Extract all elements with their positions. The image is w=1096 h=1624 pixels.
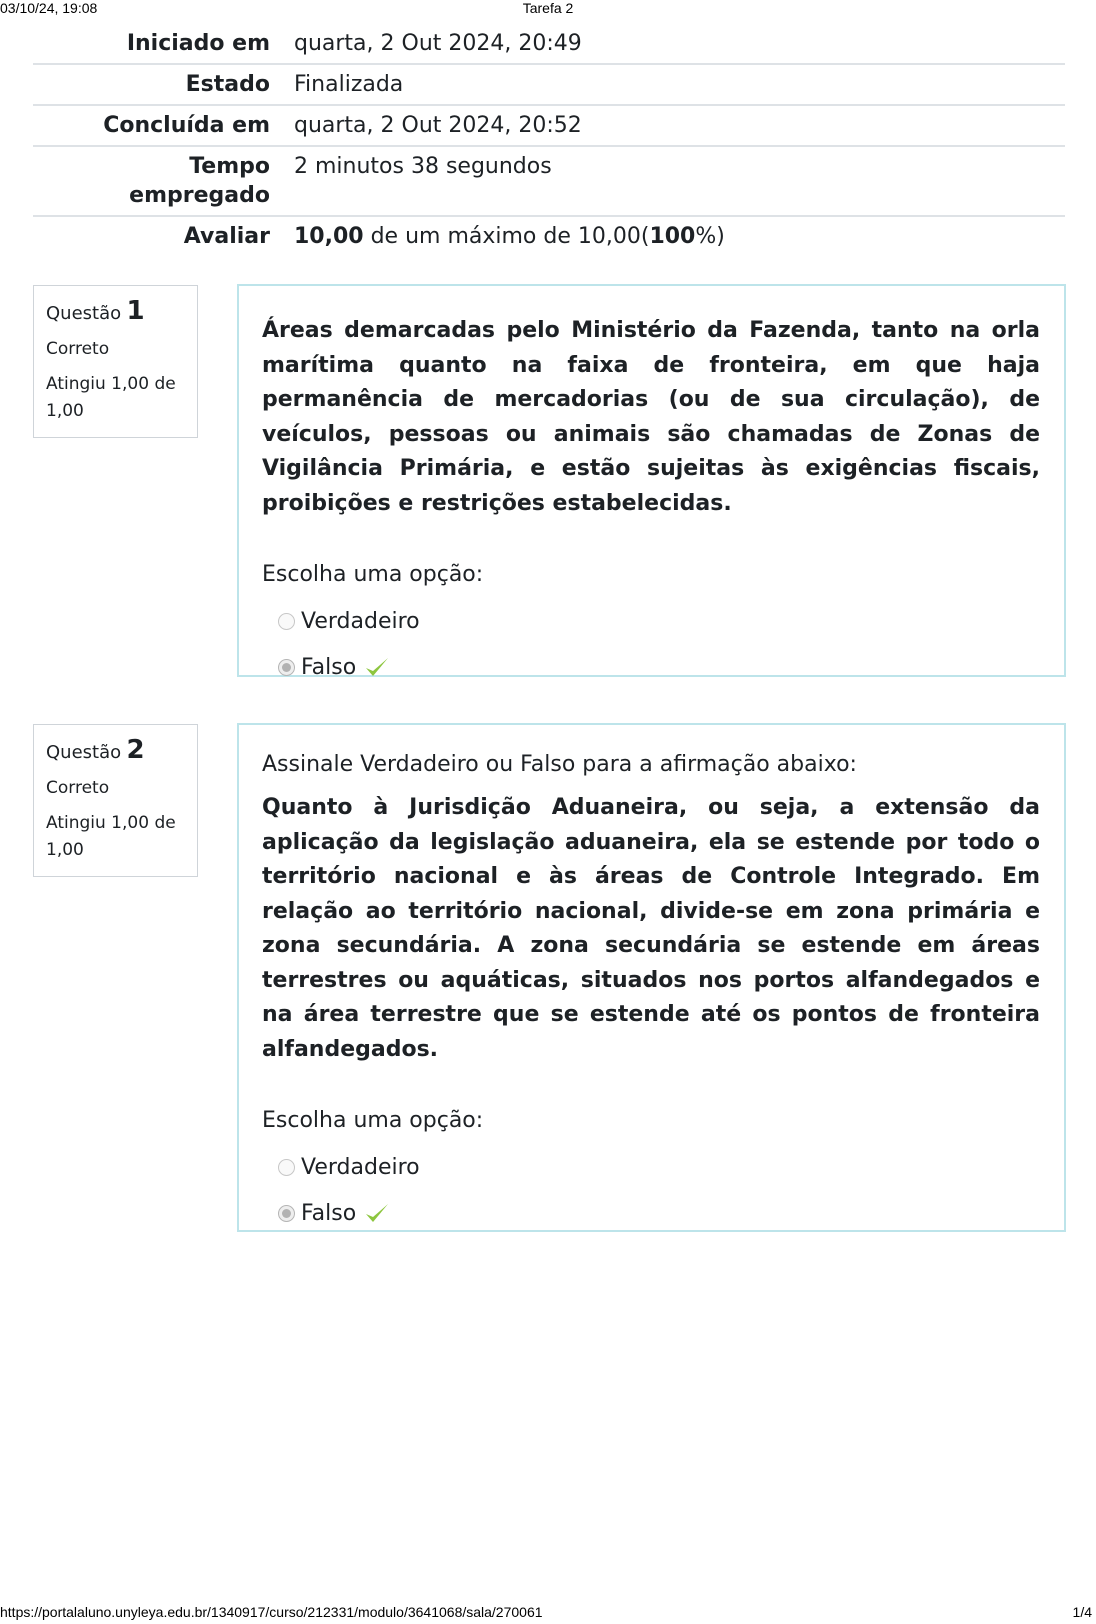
page-number: 1/4	[1072, 1604, 1092, 1620]
attempt-summary	[33, 24, 1065, 256]
question-info	[33, 285, 198, 438]
question-state: Correto	[46, 778, 110, 798]
summary-label: Concluída em	[33, 105, 282, 146]
question-grade: Atingiu 1,00 de 1,00	[46, 813, 176, 860]
print-header	[0, 0, 1096, 16]
option-label: Falso	[301, 1200, 357, 1226]
check-icon	[364, 655, 390, 679]
check-icon	[364, 1201, 390, 1225]
question-label: Questão	[46, 303, 122, 324]
summary-value: quarta, 2 Out 2024, 20:52	[282, 105, 1065, 146]
summary-label: Estado	[33, 64, 282, 105]
grade-end: %)	[695, 224, 725, 249]
summary-label: Iniciado em	[33, 24, 282, 64]
print-footer	[0, 1604, 1096, 1620]
question-number	[46, 737, 185, 767]
question-text: Quanto à Jurisdição Aduaneira, ou seja, a extensão da aplicação da legislação aduaneira, ela se estende por todo o território nacional e às áreas de Controle Integrado. Em relação ao território nacional, divide-se em zona primária e zona secundária. A zona secundária se estende em áreas terrestres ou aquáticas, situados nos portos alfandegados e na área terrestre que se estende até os pontos de fronteira alfandegados.	[262, 795, 1040, 1062]
radio-button-checked[interactable]	[278, 1205, 295, 1222]
print-title: Tarefa 2	[522, 0, 574, 16]
print-datetime: 03/10/24, 19:08	[0, 0, 98, 16]
option-label: Verdadeiro	[301, 608, 420, 634]
option-label: Verdadeiro	[301, 1154, 420, 1180]
question-num: 2	[126, 735, 145, 765]
summary-value	[282, 216, 1065, 256]
question-intro: Assinale Verdadeiro ou Falso para a afirmação abaixo:	[262, 752, 857, 777]
option-verdadeiro[interactable]	[278, 605, 1040, 637]
question-content	[237, 723, 1066, 1232]
question-content	[237, 284, 1066, 680]
question-number	[46, 298, 185, 328]
page-url: https://portalaluno.unyleya.edu.br/1340917/curso/212331/modulo/3641068/sala/270061	[0, 1604, 543, 1620]
summary-value: quarta, 2 Out 2024, 20:49	[282, 24, 1065, 64]
summary-row-completed	[33, 105, 1065, 146]
option-verdadeiro[interactable]	[278, 1151, 1040, 1183]
summary-label: Tempo empregado	[33, 146, 282, 216]
grade-score: 10,00	[294, 224, 364, 249]
question-num: 1	[126, 296, 145, 326]
question-state: Correto	[46, 339, 110, 359]
grade-middle: de um máximo de 10,00(	[363, 224, 650, 249]
question-prompt: Escolha uma opção:	[262, 562, 484, 587]
summary-value: Finalizada	[282, 64, 1065, 105]
radio-button-checked[interactable]	[278, 659, 295, 676]
question-prompt: Escolha uma opção:	[262, 1108, 484, 1133]
option-label: Falso	[301, 654, 357, 680]
question-label: Questão	[46, 742, 122, 763]
summary-row-state	[33, 64, 1065, 105]
question-info	[33, 724, 198, 877]
summary-label: Avaliar	[183, 224, 270, 249]
question-text: Áreas demarcadas pelo Ministério da Fazenda, tanto na orla marítima quanto na faixa de fronteira, em que haja permanência de mercadorias (ou de sua circulação), de veículos, pessoas ou animais são chamadas de Zonas de Vigilância Primária, e estão sujeitas às exigências fiscais, proibições e restrições estabelecidas.	[262, 318, 1040, 516]
summary-row-started	[33, 24, 1065, 64]
summary-row-time	[33, 146, 1065, 216]
question-grade: Atingiu 1,00 de 1,00	[46, 374, 176, 421]
radio-button[interactable]	[278, 613, 295, 630]
summary-row-grade	[33, 216, 1065, 256]
option-falso[interactable]	[278, 651, 1040, 683]
summary-value: 2 minutos 38 segundos	[282, 146, 1065, 216]
option-falso[interactable]	[278, 1197, 1040, 1229]
radio-button[interactable]	[278, 1159, 295, 1176]
grade-percent: 100	[649, 224, 696, 249]
